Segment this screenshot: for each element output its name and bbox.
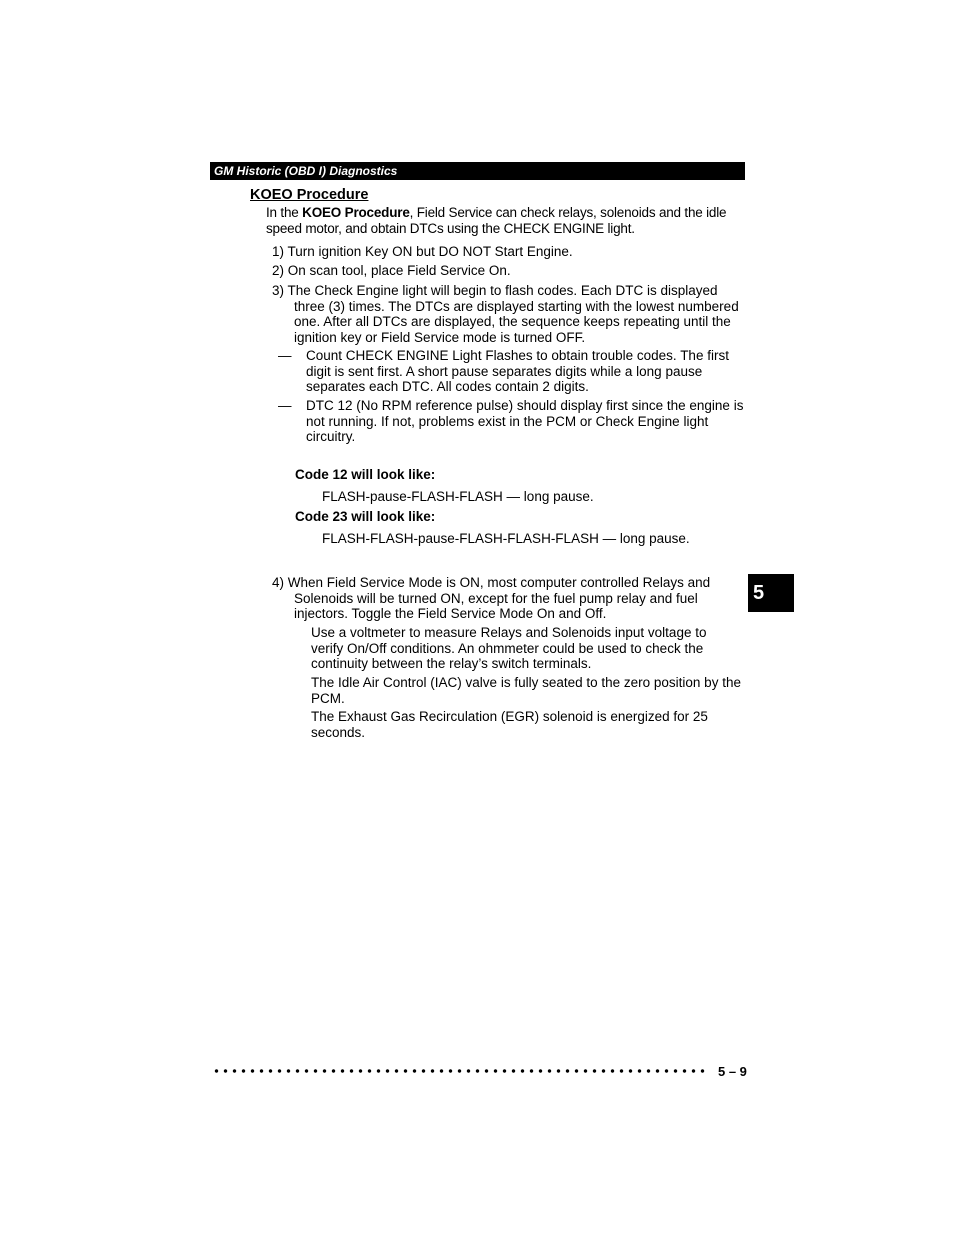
note-iac-valve: The Idle Air Control (IAC) valve is fully seated to the zero position by the PCM. — [311, 675, 741, 706]
code-12-label: Code 12 will look like: — [295, 467, 436, 482]
code-23-label: Code 23 will look like: — [295, 509, 436, 524]
intro-bold-term: KOEO Procedure — [302, 205, 410, 220]
step-1-text: 1) Turn ignition Key ON but DO NOT Start Engine. — [272, 244, 573, 259]
step-2-text: 2) On scan tool, place Field Service On. — [272, 263, 511, 278]
chapter-tab: 5 — [748, 574, 794, 612]
dash-item — [278, 348, 746, 395]
note-egr-solenoid: The Exhaust Gas Recirculation (EGR) solenoid is energized for 25 seconds. — [311, 709, 708, 740]
running-header: GM Historic (OBD I) Diagnostics — [210, 162, 745, 180]
step-1 — [272, 244, 746, 260]
intro-paragraph — [266, 205, 746, 237]
step-4-text: 4) When Field Service Mode is ON, most computer controlled Relays and Solenoids will be turned ON, except for the fuel pump relay and fuel injectors. Toggle the Field Service Mode On and Off. — [272, 575, 711, 622]
step-3-text: 3) The Check Engine light will begin to flash codes. Each DTC is displayed three (3) times. The DTCs are displayed starting with the lowest numbered one. After all DTCs are displayed, the sequence keeps repeating until the ignition key or Field Service mode is turned OFF. — [272, 283, 739, 345]
dash-item — [278, 398, 746, 445]
footer-dot-leader — [212, 1064, 708, 1078]
dash-bullet: — — [278, 398, 292, 413]
intro-text-start: In the — [266, 205, 303, 220]
dash-bullet: — — [278, 348, 292, 363]
code-23-sequence: FLASH-FLASH-pause-FLASH-FLASH-FLASH — long pause. — [322, 531, 690, 546]
code-12-sequence: FLASH-pause-FLASH-FLASH — long pause. — [322, 489, 594, 504]
dash-item-text: Count CHECK ENGINE Light Flashes to obtain trouble codes. The first digit is sent first. A short pause separates digits while a long pause separates each DTC. All codes contain 2 digits. — [306, 348, 729, 395]
page-number: 5 – 9 — [718, 1064, 747, 1079]
intro-text-end: , Field Service can check relays, solenoids and the idle speed motor, and obtain DTCs using the CHECK ENGINE light. — [266, 205, 727, 236]
section-title: KOEO Procedure — [250, 187, 369, 203]
step-2 — [272, 263, 746, 279]
step-3 — [272, 283, 746, 345]
step-4 — [272, 575, 746, 622]
note-voltmeter: Use a voltmeter to measure Relays and Solenoids input voltage to verify On/Off conditions. An ohmmeter could be used to check the continuity between the relay’s switch terminals. — [311, 625, 707, 672]
dash-item-text: DTC 12 (No RPM reference pulse) should display first since the engine is not running. If not, problems exist in the PCM or Check Engine light circuitry. — [306, 398, 744, 445]
